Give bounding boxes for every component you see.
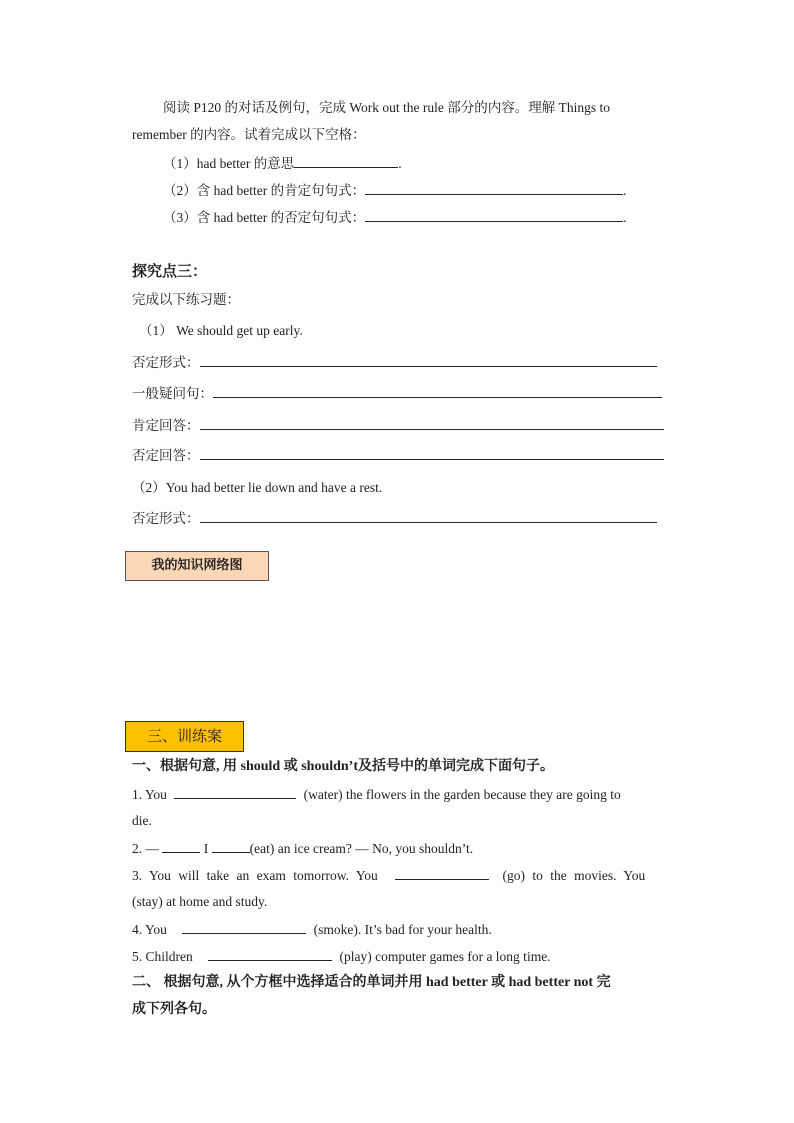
item-1-middle: (water) the flowers in the garden because they are going to	[303, 787, 621, 802]
negative-form-label: 否定形式：	[132, 355, 200, 370]
question-1	[163, 154, 402, 173]
part-1-title-e: 及括号中的单词完成下面句子。	[358, 759, 555, 774]
answer-blank[interactable]	[213, 384, 662, 398]
intro-line-2: remember 的内容。试着完成以下空格：	[132, 127, 366, 142]
question-1-label: （1）had better 的意思	[163, 156, 295, 171]
part-2-title-a: 二、 根据句意, 从个方框中选择适合的单词并用	[132, 975, 423, 990]
question-1-end: .	[398, 156, 402, 171]
item-4-start: 4. You	[132, 922, 167, 937]
item-1	[132, 785, 621, 804]
negative-form-label: 否定形式：	[132, 511, 200, 526]
question-2-label: （2）含 had better 的肯定句句式：	[163, 183, 366, 198]
item-5-end: (play) computer games for a long time.	[339, 949, 551, 964]
question-2-end: .	[623, 183, 627, 198]
negative-form-row-2	[132, 509, 657, 528]
question-3-end: .	[623, 210, 627, 225]
answer-blank[interactable]	[395, 866, 489, 880]
intro-line-1: 阅读 P120 的对话及例句，完成 Work out the rule 部分的内容。理解 Things to	[163, 100, 611, 115]
answer-blank[interactable]	[208, 947, 332, 961]
positive-answer-label: 肯定回答：	[132, 418, 200, 433]
item-1-cont: die.	[132, 813, 152, 828]
answer-blank[interactable]	[162, 839, 200, 853]
answer-blank[interactable]	[174, 785, 296, 799]
part-2-title-e: 完	[596, 975, 611, 990]
item-2-middle: I	[203, 841, 209, 856]
item-5-start: 5. Children	[132, 949, 193, 964]
part-1-title-d: shouldn’t	[301, 759, 359, 774]
negative-answer-row	[132, 446, 664, 465]
exercise-1: （1） We should get up early.	[139, 323, 303, 338]
answer-blank[interactable]	[200, 509, 657, 523]
item-3-start: 3. You will take an exam tomorrow. You	[132, 868, 378, 883]
question-3-label: （3）含 had better 的否定句句式：	[163, 210, 366, 225]
item-2	[132, 839, 473, 858]
item-3-cont: (stay) at home and study.	[132, 894, 268, 909]
question-3	[163, 208, 626, 227]
part-2-title-b: had better	[426, 975, 488, 990]
exercise-2: （2）You had better lie down and have a rest.	[132, 480, 383, 495]
part-1-title	[132, 758, 554, 776]
answer-blank[interactable]	[365, 181, 623, 195]
answer-blank[interactable]	[294, 154, 398, 168]
general-question-row	[132, 384, 662, 403]
negative-form-row	[132, 353, 657, 372]
item-3-middle: (go) to the movies. You	[502, 868, 646, 883]
positive-answer-row	[132, 416, 664, 435]
item-1-start: 1. You	[132, 787, 167, 802]
part-2-title-line-2: 成下列各句。	[132, 1002, 216, 1017]
answer-blank[interactable]	[200, 446, 664, 460]
training-section-box: 三、训练案	[125, 721, 244, 752]
answer-blank[interactable]	[365, 208, 623, 222]
section-instruction: 完成以下练习题：	[132, 292, 240, 307]
section-heading: 探究点三：	[132, 262, 208, 280]
item-4-end: (smoke). It’s bad for your health.	[313, 922, 492, 937]
negative-answer-label: 否定回答：	[132, 448, 200, 463]
answer-blank[interactable]	[200, 416, 664, 430]
part-1-title-b: should	[240, 759, 281, 774]
general-question-label: 一般疑问句：	[132, 386, 213, 401]
answer-blank[interactable]	[212, 839, 250, 853]
item-2-start: 2. —	[132, 841, 159, 856]
part-1-title-a: 一、根据句意, 用	[132, 759, 237, 774]
part-2-title-d: had better not	[508, 975, 594, 990]
item-4	[132, 920, 492, 939]
answer-blank[interactable]	[182, 920, 306, 934]
part-1-title-c: 或	[283, 759, 298, 774]
question-2	[163, 181, 626, 200]
item-3	[132, 866, 645, 885]
part-2-title-c: 或	[491, 975, 506, 990]
part-2-title	[132, 974, 611, 992]
item-2-end: (eat) an ice cream? — No, you shouldn’t.	[249, 841, 474, 856]
answer-blank[interactable]	[200, 353, 657, 367]
item-5	[132, 947, 551, 966]
knowledge-map-box: 我的知识网络图	[125, 551, 269, 581]
